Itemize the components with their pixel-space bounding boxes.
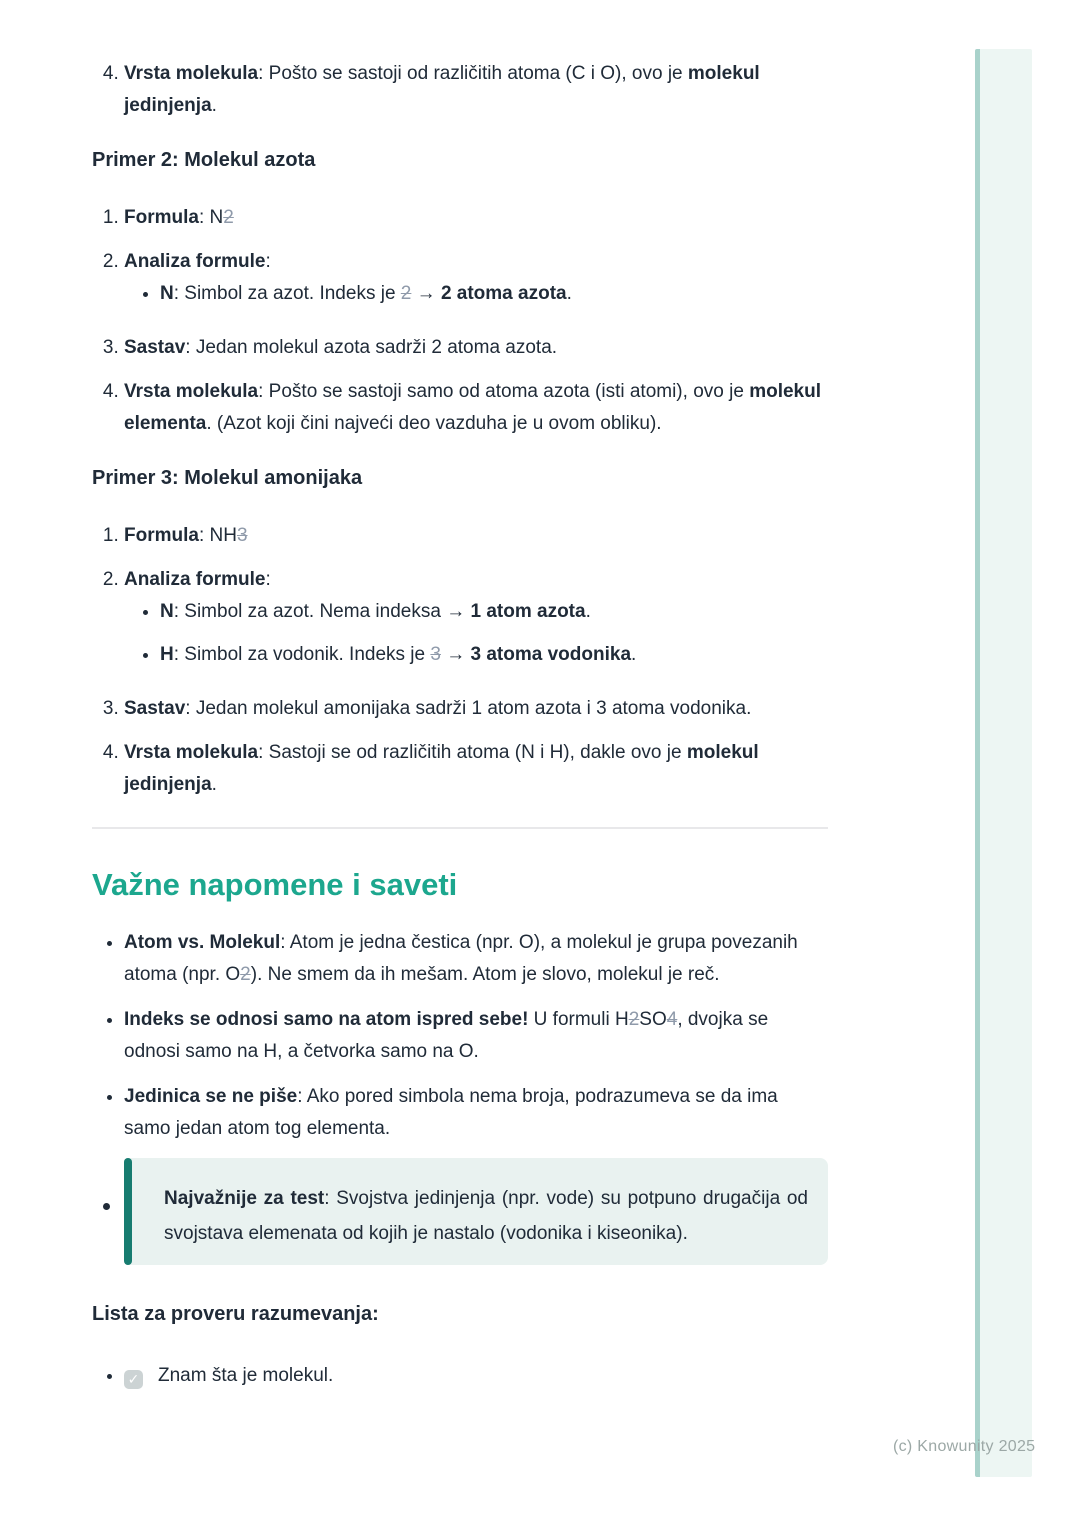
- text-segment: .: [211, 774, 217, 795]
- bold-text: molekul elementa: [124, 381, 821, 434]
- text-segment: : Pošto se sastoji samo od atoma azota (isti atomi), ovo je: [258, 381, 750, 402]
- bold-text: Analiza formule: [124, 569, 266, 590]
- notes-bullet-list: [92, 914, 828, 1265]
- text-segment: : Jedan molekul azota sadrži 2 atoma azota.: [185, 337, 558, 358]
- text-segment: →: [440, 644, 471, 665]
- text-segment: : Ako pored simbola nema broja, podrazumeva se da ima samo jedan atom tog elementa.: [124, 1086, 778, 1139]
- struck-index: 2: [628, 1009, 640, 1030]
- text-segment: :: [265, 569, 271, 590]
- callout-accent-bar: [124, 1158, 132, 1265]
- text-segment: .: [631, 644, 637, 665]
- bold-text: H: [160, 644, 174, 665]
- bold-text: Vrsta molekula: [124, 63, 259, 84]
- bold-text: Indeks se odnosi samo na atom ispred sebe!: [124, 1009, 529, 1030]
- section-heading-checklist: Lista za proveru razumevanja:: [92, 1303, 379, 1325]
- list-item: [124, 725, 828, 801]
- list-item: [124, 681, 828, 725]
- list-item: [124, 552, 828, 681]
- bold-text: molekul jedinjenja: [124, 63, 760, 116]
- checklist-item-text: Znam šta je molekul.: [158, 1365, 334, 1386]
- sub-bullet-list: [124, 596, 828, 681]
- section-divider: [92, 827, 828, 829]
- text-segment: ). Ne smem da ih mešam. Atom je slovo, molekul je reč.: [250, 964, 720, 985]
- text-segment: : Atom je jedna čestica (npr. O), a molekul je grupa povezanih atoma (npr. O: [124, 932, 798, 985]
- struck-index: 3: [236, 525, 248, 546]
- list-item: [124, 320, 828, 364]
- text-segment: →: [411, 283, 441, 304]
- list-item-text: [124, 569, 271, 590]
- sub-bullet-list: [124, 278, 828, 320]
- list-item: [160, 278, 828, 310]
- text-segment: .: [585, 601, 591, 622]
- bold-text: Formula: [124, 207, 199, 228]
- text-segment: .: [211, 95, 217, 116]
- list-item: [124, 991, 828, 1068]
- bold-text: molekul jedinjenja: [124, 742, 759, 795]
- list-item: [124, 46, 828, 122]
- section-heading-primer2: Primer 2: Molekul azota: [92, 149, 316, 171]
- text-segment: SO: [639, 1009, 667, 1030]
- list-item-callout: [124, 1145, 828, 1265]
- bold-text: Sastav: [124, 698, 186, 719]
- list-item: [124, 1068, 828, 1145]
- numbered-list-primer3: [92, 508, 828, 801]
- bold-text: 2 atoma azota: [440, 283, 567, 304]
- bold-text: Analiza formule: [124, 251, 266, 272]
- checklist-item: [124, 1344, 828, 1392]
- list-item: [124, 364, 828, 440]
- text-segment: : Sastoji se od različitih atoma (N i H), dakle ovo je: [258, 742, 687, 763]
- numbered-list-primer2: [92, 190, 828, 440]
- notes-document: [92, 0, 828, 1392]
- bold-text: 3 atoma vodonika: [470, 644, 632, 665]
- text-segment: : Simbol za azot. Indeks je: [173, 283, 401, 304]
- text-segment: . (Azot koji čini najveći deo vazduha je u ovom obliku).: [206, 413, 662, 434]
- text-segment: , dvojka se odnosi samo na H, a četvorka samo na O.: [124, 1009, 769, 1062]
- text-segment: : Jedan molekul amonijaka sadrži 1 atom azota i 3 atoma vodonika.: [185, 698, 752, 719]
- text-segment: :: [265, 251, 271, 272]
- section-heading-primer3: Primer 3: Molekul amonijaka: [92, 467, 363, 489]
- text-segment: U formuli H: [528, 1009, 629, 1030]
- bold-text: Najvažnije za test: [164, 1188, 325, 1209]
- bold-text: Jedinica se ne piše: [124, 1086, 298, 1107]
- struck-index: 2: [240, 964, 251, 985]
- numbered-list-co2: [92, 46, 828, 122]
- list-item: [124, 914, 828, 991]
- text-segment: .: [566, 283, 572, 304]
- text-segment: : NH: [198, 525, 237, 546]
- list-item: [124, 234, 828, 320]
- callout-text: [164, 1188, 808, 1244]
- list-item: [124, 508, 828, 552]
- checkbox-checked-icon[interactable]: [124, 1370, 143, 1389]
- bold-text: N: [160, 283, 174, 304]
- bold-text: Vrsta molekula: [124, 742, 259, 763]
- text-segment: : N: [198, 207, 224, 228]
- bold-text: Vrsta molekula: [124, 381, 259, 402]
- list-item: [160, 596, 828, 628]
- struck-index: 3: [430, 644, 441, 665]
- text-segment: : Svojstva jedinjenja (npr. vode) su potpuno drugačija od svojstava elemenata od kojih je nastalo (vodonika i kiseonika).: [164, 1188, 808, 1244]
- list-item: [160, 628, 828, 671]
- bold-text: 1 atom azota: [470, 601, 586, 622]
- text-segment: : Simbol za vodonik. Indeks je: [173, 644, 431, 665]
- list-item-text: [124, 251, 271, 272]
- callout-box: [124, 1158, 828, 1265]
- page-edge-stripe: [975, 49, 1032, 1477]
- text-segment: : Simbol za azot. Nema indeksa →: [173, 601, 471, 622]
- bold-text: N: [160, 601, 174, 622]
- struck-index: 2: [400, 283, 412, 304]
- bold-text: Atom vs. Molekul: [124, 932, 281, 953]
- text-segment: : Pošto se sastoji od različitih atoma (C i O), ovo je: [258, 63, 688, 84]
- bold-text: Formula: [124, 525, 199, 546]
- bold-text: Sastav: [124, 337, 186, 358]
- copyright-watermark: (c) Knowunity 2025: [893, 1438, 1036, 1455]
- checklist: [92, 1344, 828, 1392]
- struck-index: 4: [666, 1009, 678, 1030]
- section-heading-notes: Važne napomene i saveti: [92, 867, 458, 902]
- list-item: [124, 190, 828, 234]
- struck-index: 2: [223, 207, 234, 228]
- check-icon: ✓: [127, 1371, 140, 1387]
